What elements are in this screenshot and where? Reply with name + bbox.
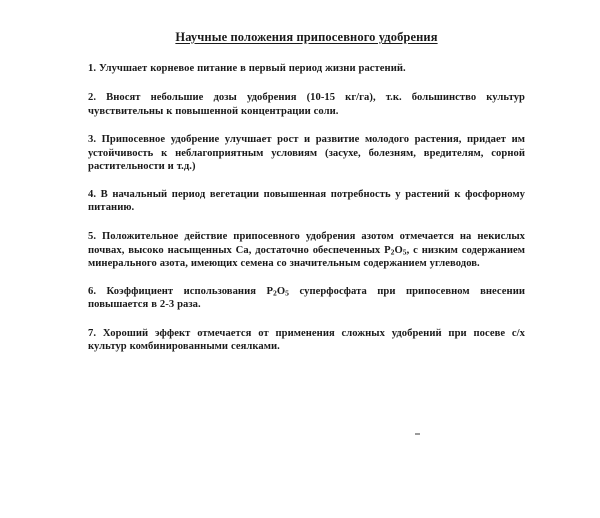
list-item-number: 5. [88, 231, 97, 242]
list-item-number: 7. [88, 327, 97, 339]
list-item-text-before-formula: Положительное действие припосевного удобрения азотом отмечается на некислых почвах, высоко насыщенных Ca, достаточно обеспеченных [88, 231, 525, 256]
formula-element: O [394, 244, 403, 256]
chemical-formula [266, 286, 289, 297]
list-item-number: 3. [88, 134, 97, 146]
formula-subscript: 5 [285, 288, 290, 298]
list-item-text-after-formula: , с низким содержанием минерального азота, имеющих семена со значительным содержанием углеводов. [88, 244, 525, 270]
chemical-formula [384, 245, 407, 256]
formula-element: P [266, 285, 273, 297]
list-item-number: 2. [88, 92, 97, 104]
formula-subscript: 2 [390, 247, 395, 257]
list-item [88, 327, 525, 354]
formula-element: O [276, 285, 286, 297]
list-item [88, 62, 525, 76]
document-body [88, 30, 525, 354]
formula-subscript: 5 [402, 247, 407, 257]
list-item-text: Улучшает корневое питание в первый период жизни растений. [98, 62, 406, 74]
page-title: Научные положения припосевного удобрения [175, 30, 438, 44]
list-item-text: Хороший эффект отмечается от применения сложных удобрений при посеве с/х культур комбинированными сеялками. [88, 327, 525, 353]
list-item [88, 133, 525, 174]
formula-element: P [384, 244, 391, 256]
list-item [88, 188, 525, 215]
list-item-text-before-formula: Коэффициент использования [106, 285, 267, 297]
list-item-text-after-formula: суперфосфата при припосевном внесении повышается в 2-3 раза. [88, 285, 526, 311]
list-item-number: 4. [88, 188, 97, 200]
list-item [88, 285, 525, 312]
list-item-number: 1. [88, 62, 97, 74]
list-item-number: 6. [88, 285, 97, 297]
list-item-text: В начальный период вегетации повышенная потребность у растений к фосфорному питанию. [88, 188, 525, 214]
list-item-text: Припосевное удобрение улучшает рост и развитие молодого растения, придает им устойчивость к неблагоприятным условиям (засухе, болезням, вредителям, сорной растительности и т.д.) [88, 134, 525, 173]
stray-artifact-mark [415, 433, 420, 435]
list-item [88, 230, 525, 271]
list-item [88, 91, 525, 118]
formula-subscript: 2 [273, 288, 277, 298]
list-item-text: Вносят небольшие дозы удобрения (10-15 кг/га), т.к. большинство культур чувствительны к повышенной концентрации соли. [88, 92, 525, 117]
